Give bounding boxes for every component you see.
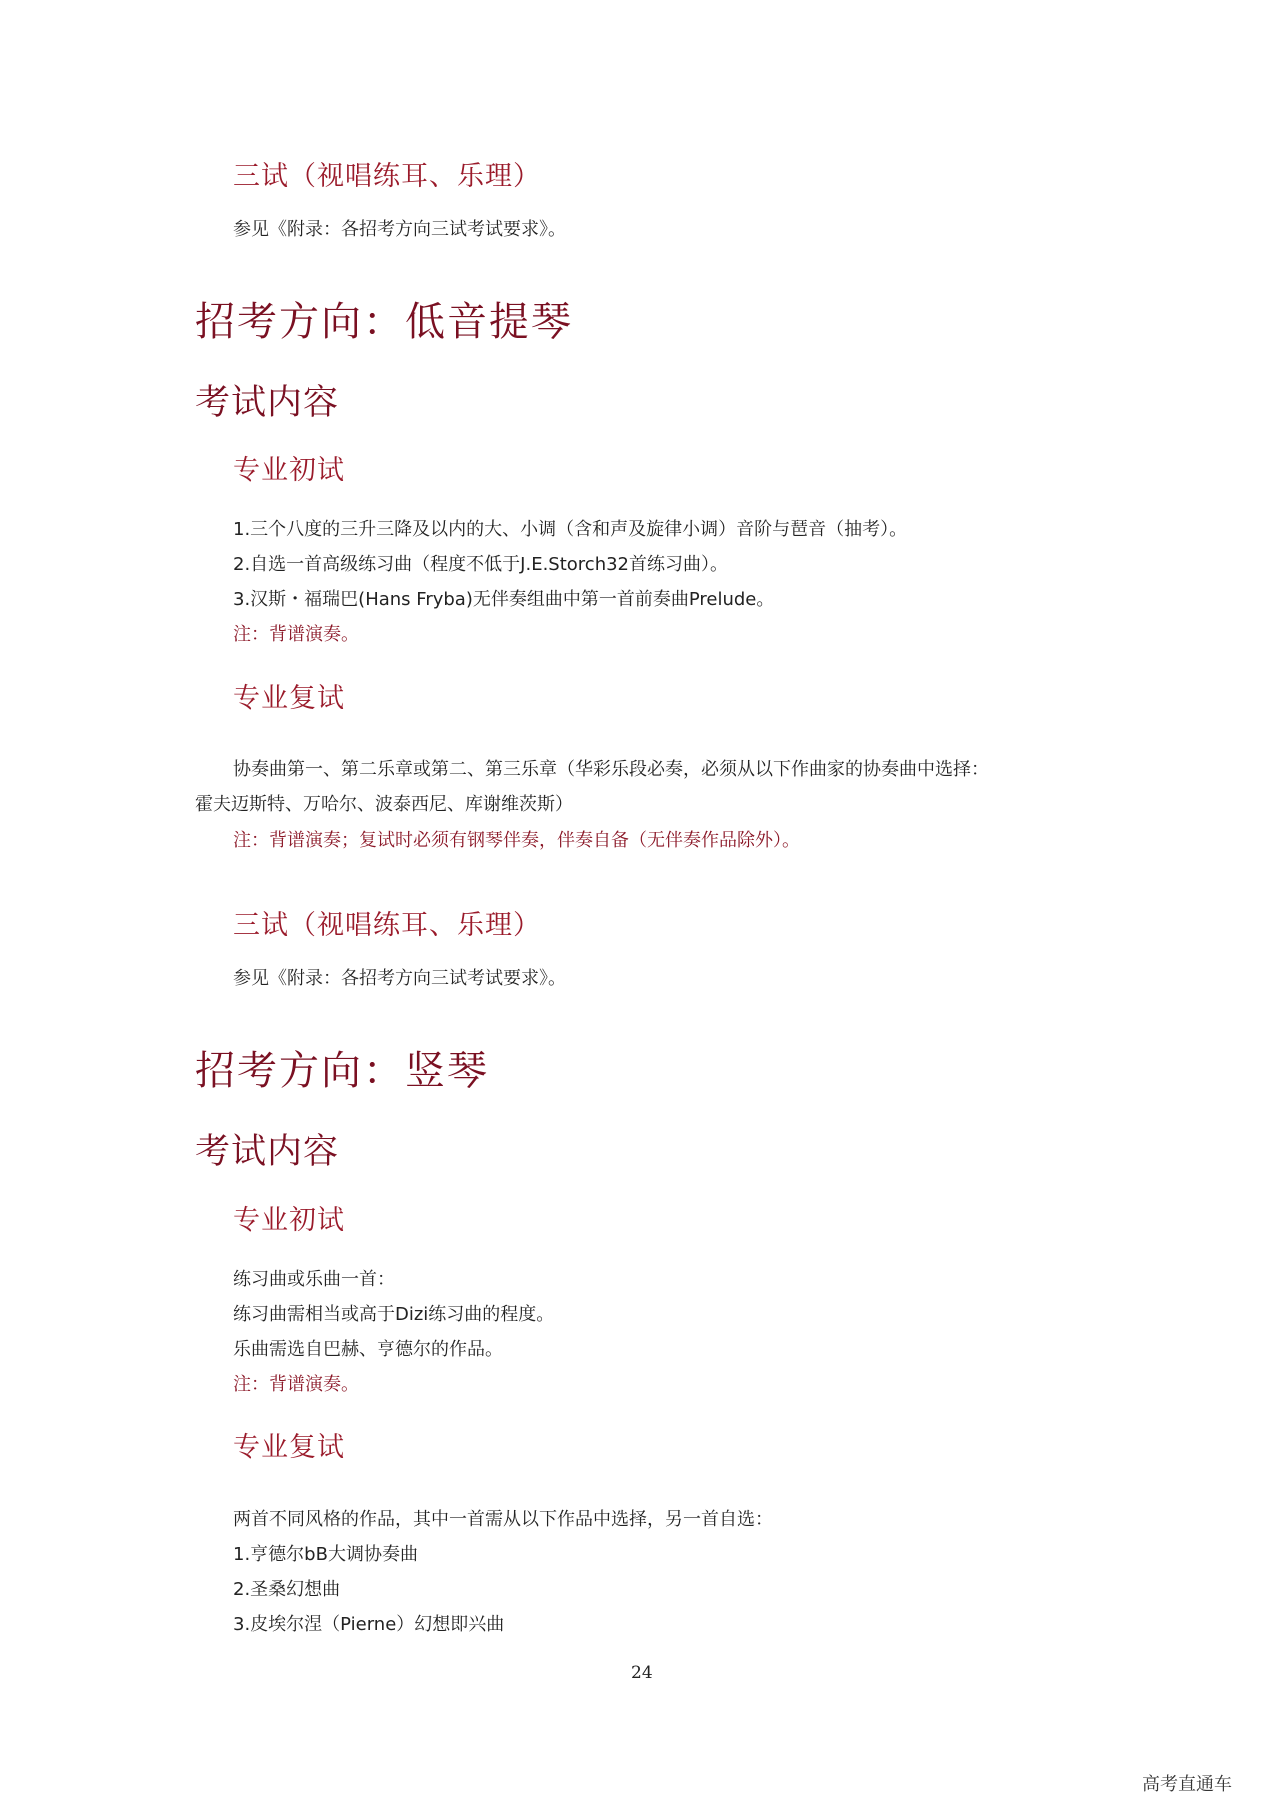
retest-note: 注：背谱演奏；复试时必须有钢琴伴奏，伴奏自备（无伴奏作品除外）。: [233, 830, 800, 851]
retest-heading: 专业复试: [233, 683, 345, 714]
retest-text-line: 霍夫迈斯特、万哈尔、波泰西尼、库谢维茨斯）: [195, 794, 573, 815]
section-heading-round3: 三试（视唱练耳、乐理）: [233, 161, 541, 192]
prelim-item: 2.自选一首高级练习曲（程度不低于J.E.Storch32首练习曲）。: [233, 554, 729, 575]
retest-item: 2.圣桑幻想曲: [233, 1579, 341, 1600]
exam-content-heading: 考试内容: [195, 1132, 340, 1172]
watermark: 高考直通车: [1142, 1774, 1232, 1795]
retest-text-line: 协奏曲第一、第二乐章或第二、第三乐章（华彩乐段必奏，必须从以下作曲家的协奏曲中选择：: [233, 759, 989, 780]
section-heading-round3: 三试（视唱练耳、乐理）: [233, 910, 541, 941]
prelim-note: 注：背谱演奏。: [233, 1374, 359, 1395]
retest-item: 3.皮埃尔涅（Pierne）幻想即兴曲: [233, 1614, 505, 1635]
direction-title-harp: 招考方向：竖琴: [195, 1048, 489, 1094]
round3-reference-text: 参见《附录：各招考方向三试考试要求》。: [233, 219, 566, 240]
prelim-heading: 专业初试: [233, 455, 345, 486]
retest-heading: 专业复试: [233, 1432, 345, 1463]
prelim-item: 练习曲或乐曲一首：: [233, 1269, 395, 1290]
prelim-item: 练习曲需相当或高于Dizi练习曲的程度。: [233, 1304, 555, 1325]
prelim-item: 1.三个八度的三升三降及以内的大、小调（含和声及旋律小调）音阶与琶音（抽考）。: [233, 519, 908, 540]
direction-title-double-bass: 招考方向：低音提琴: [195, 299, 573, 345]
round3-reference-text: 参见《附录：各招考方向三试考试要求》。: [233, 968, 566, 989]
retest-item: 两首不同风格的作品，其中一首需从以下作品中选择，另一首自选：: [233, 1509, 773, 1530]
retest-item: 1.亨德尔bB大调协奏曲: [233, 1544, 418, 1565]
prelim-heading: 专业初试: [233, 1205, 345, 1236]
exam-content-heading: 考试内容: [195, 383, 340, 423]
page-number: 24: [631, 1663, 653, 1683]
prelim-note: 注：背谱演奏。: [233, 624, 359, 645]
prelim-item: 3.汉斯・福瑞巴(Hans Fryba)无伴奏组曲中第一首前奏曲Prelude。: [233, 589, 775, 610]
prelim-item: 乐曲需选自巴赫、亨德尔的作品。: [233, 1339, 503, 1360]
